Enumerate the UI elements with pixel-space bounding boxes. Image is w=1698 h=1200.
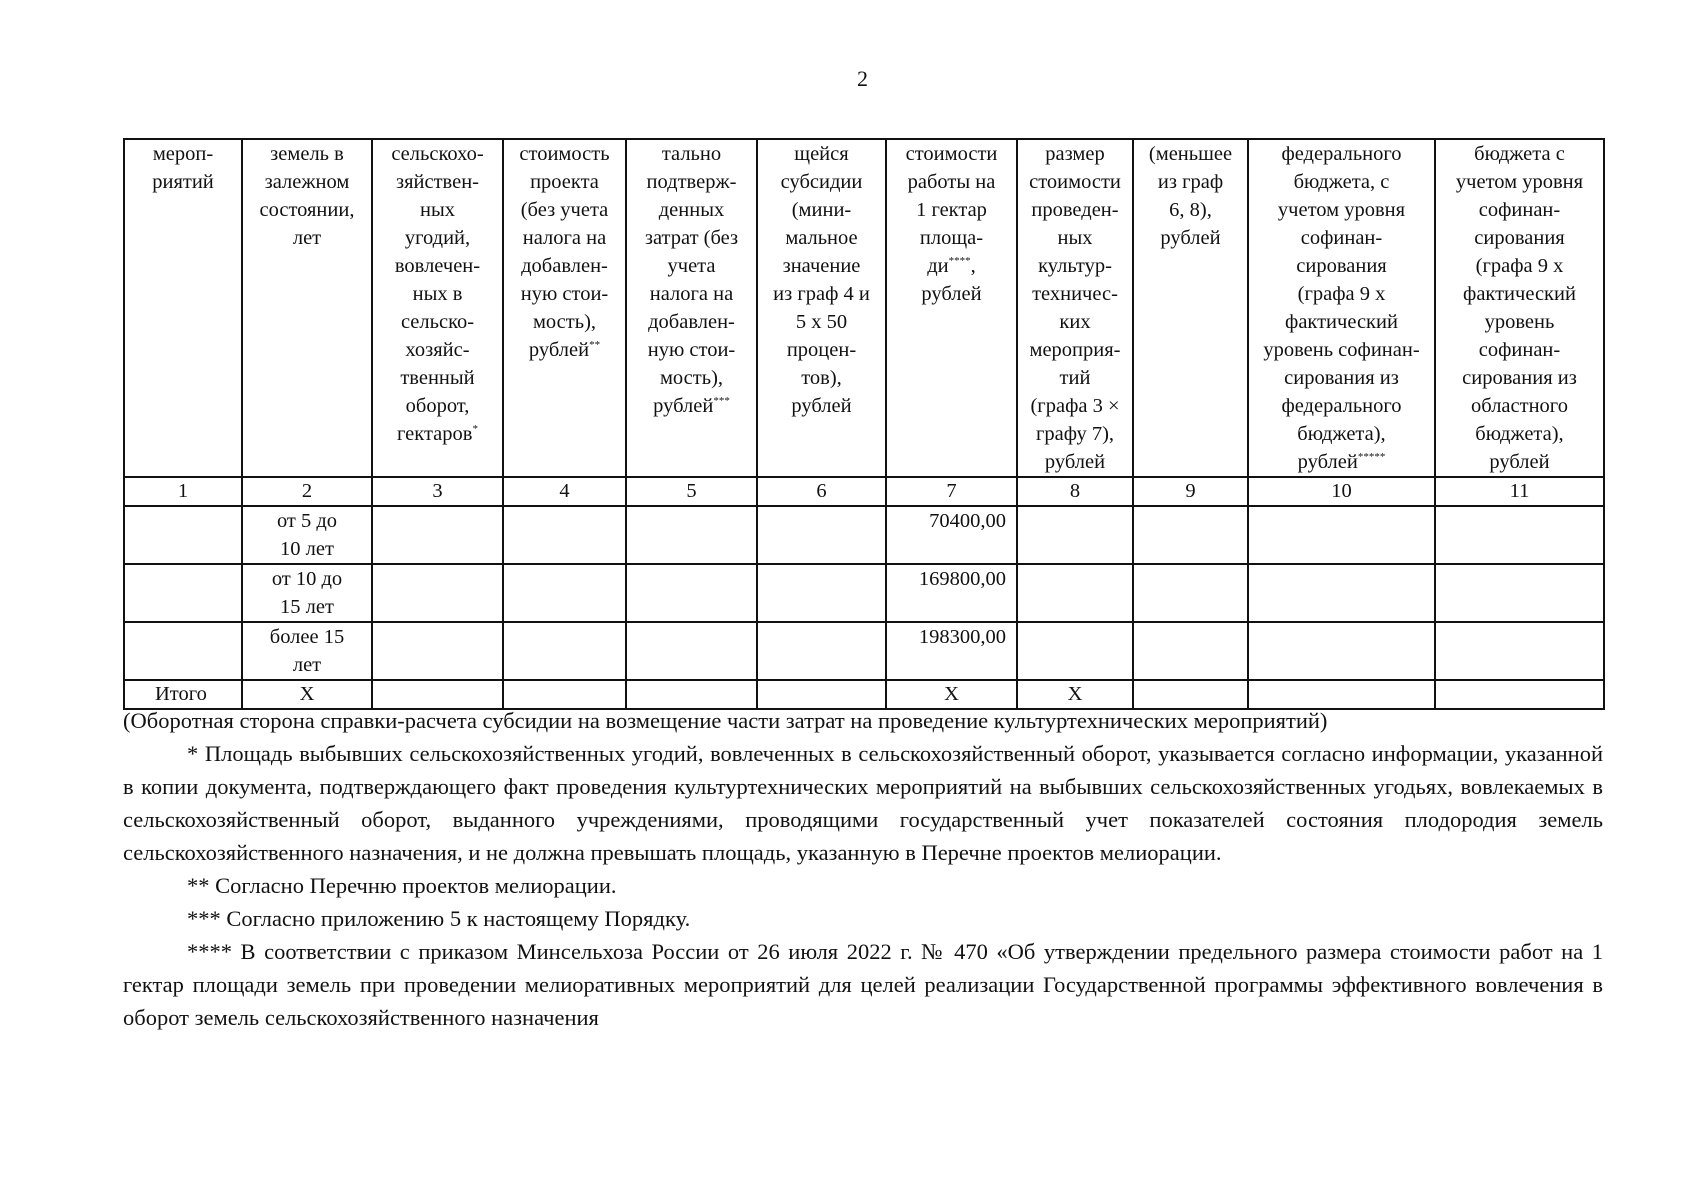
table-cell — [1133, 564, 1248, 622]
table-cell: Итого — [124, 680, 242, 709]
table-cell — [372, 564, 503, 622]
column-number-cell: 4 — [503, 477, 626, 506]
table-cell — [1248, 622, 1435, 680]
table-cell — [1435, 622, 1604, 680]
header-cell: земель в залежном состоянии, лет — [242, 139, 372, 477]
table-cell: от 5 до 10 лет — [242, 506, 372, 564]
table-cell — [757, 622, 886, 680]
table-cell — [1435, 564, 1604, 622]
table-cell — [1017, 564, 1133, 622]
column-number-cell: 2 — [242, 477, 372, 506]
header-cell: (меньшее из граф 6, 8), рублей — [1133, 139, 1248, 477]
subsidy-calculation-table — [123, 138, 1605, 710]
table-cell: Х — [886, 680, 1017, 709]
column-number-cell: 1 — [124, 477, 242, 506]
header-cell: сельскохо- зяйствен- ных угодий, вовлечен- ных в сельско- хозяйс- твенный оборот, гектаров* — [372, 139, 503, 477]
table-cell: Х — [242, 680, 372, 709]
table-cell — [757, 506, 886, 564]
table-cell — [626, 622, 757, 680]
table-cell — [626, 506, 757, 564]
header-cell: федерального бюджета, с учетом уровня софинан- сирования (графа 9 х фактический уровень софинан- сирования из федерального бюджета), рублей***** — [1248, 139, 1435, 477]
header-cell: тально подтверж- денных затрат (без учета налога на добавлен- ную стои- мость), рублей*** — [626, 139, 757, 477]
table-cell: от 10 до 15 лет — [242, 564, 372, 622]
table-cell — [124, 622, 242, 680]
table-row — [124, 506, 1604, 564]
table-cell — [124, 564, 242, 622]
table-cell: 70400,00 — [886, 506, 1017, 564]
column-number-cell: 5 — [626, 477, 757, 506]
table-cell: Х — [1017, 680, 1133, 709]
table-row — [124, 622, 1604, 680]
table-cell — [1017, 506, 1133, 564]
column-number-cell: 9 — [1133, 477, 1248, 506]
table-cell — [372, 622, 503, 680]
footnotes — [123, 704, 1603, 1034]
column-number-cell: 10 — [1248, 477, 1435, 506]
table-cell — [124, 506, 242, 564]
column-number-cell: 3 — [372, 477, 503, 506]
column-number-cell: 6 — [757, 477, 886, 506]
column-number-cell: 11 — [1435, 477, 1604, 506]
table-cell — [1017, 622, 1133, 680]
table-cell: 169800,00 — [886, 564, 1017, 622]
header-cell: стоимость проекта (без учета налога на добавлен- ную стои- мость), рублей** — [503, 139, 626, 477]
table-cell — [503, 506, 626, 564]
footnote-2: ** Согласно Перечню проектов мелиорации. — [187, 873, 617, 898]
header-cell: размер стоимости проведен- ных культур- техничес- ких мероприя- тий (графа 3 × графу 7), рублей — [1017, 139, 1133, 477]
table-cell: 198300,00 — [886, 622, 1017, 680]
table-cell: более 15 лет — [242, 622, 372, 680]
table-cell — [1248, 564, 1435, 622]
column-number-cell: 8 — [1017, 477, 1133, 506]
column-number-row — [124, 477, 1604, 506]
footnote-3: *** Согласно приложению 5 к настоящему Порядку. — [187, 906, 691, 931]
table-cell — [1248, 506, 1435, 564]
header-cell: мероп- риятий — [124, 139, 242, 477]
table-cell — [503, 622, 626, 680]
table-cell — [626, 564, 757, 622]
table-cell — [1435, 506, 1604, 564]
page-number: 2 — [857, 66, 868, 91]
header-cell: бюджета с учетом уровня софинан- сирования (графа 9 х фактический уровень софинан- сирования из областного бюджета), рублей — [1435, 139, 1604, 477]
footnote-1: * Площадь выбывших сельскохозяйственных угодий, вовлеченных в сельскохозяйственный оборот, указывается согласно информации, указанной в копии документа, подтверждающего факт проведения культуртехнических мероприятий на выбывших сельскохозяйственных угодьях, вовлекаемых в сельскохозяйственный оборот, выданного учреждениями, проводящими государственный учет показателей состояния плодородия земель сельскохозяйственного назначения, и не должна превышать площадь, указанную в Перечне проектов мелиорации. — [123, 741, 1603, 865]
table-cell — [503, 564, 626, 622]
table-cell — [757, 564, 886, 622]
header-cell: стоимости работы на 1 гектар площа- ди****, рублей — [886, 139, 1017, 477]
footnote-4: **** В соответствии с приказом Минсельхоза России от 26 июля 2022 г. № 470 «Об утверждении предельного размера стоимости работ на 1 гектар площади земель при проведении мелиоративных мероприятий для целей реализации Государственной программы эффективного вовлечения в оборот земель сельскохозяйственного назначения — [123, 939, 1603, 1030]
header-cell: щейся субсидии (мини- мальное значение из граф 4 и 5 х 50 процен- тов), рублей — [757, 139, 886, 477]
table-cell — [372, 506, 503, 564]
table-cell — [1133, 622, 1248, 680]
column-number-cell: 7 — [886, 477, 1017, 506]
caption-text: (Оборотная сторона справки-расчета субсидии на возмещение части затрат на проведение культуртехнических мероприятий) — [123, 708, 1328, 733]
header-row — [124, 139, 1604, 477]
table-cell — [1133, 506, 1248, 564]
table-row — [124, 564, 1604, 622]
